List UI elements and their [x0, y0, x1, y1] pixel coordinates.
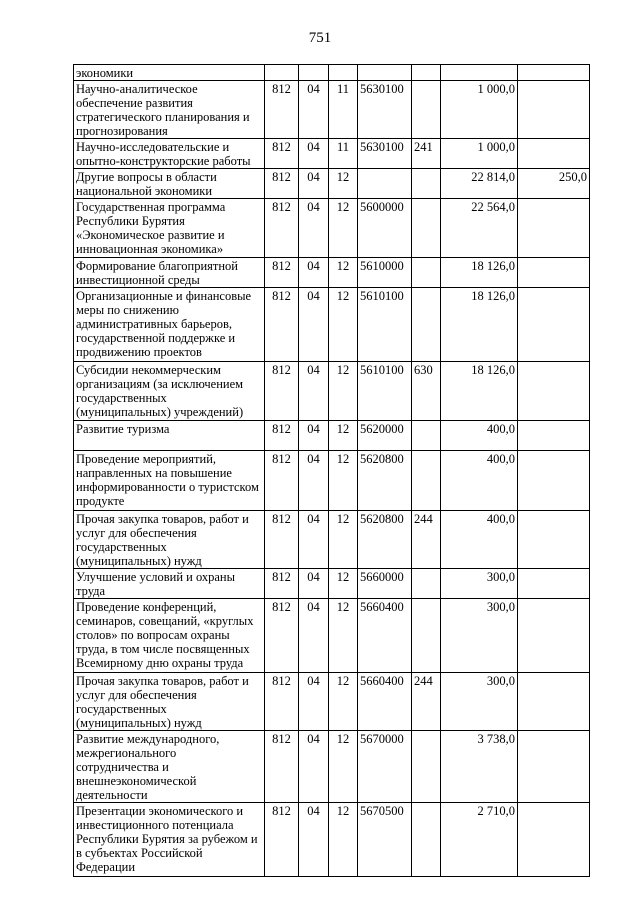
col-rz: 04 [299, 81, 329, 139]
col-sum: 3 738,0 [441, 731, 518, 803]
col-sum: 18 126,0 [441, 258, 518, 288]
col-gr: 812 [265, 511, 299, 569]
col-rz: 04 [299, 673, 329, 731]
col-csr: 5660400 [358, 599, 412, 673]
col-sum2 [518, 199, 590, 258]
col-sum: 18 126,0 [441, 288, 518, 362]
col-pr: 12 [329, 199, 358, 258]
col-rz: 04 [299, 288, 329, 362]
col-sum2 [518, 731, 590, 803]
table-row [74, 169, 590, 199]
item-name: экономики [74, 65, 265, 81]
col-rz [299, 65, 329, 81]
col-sum: 300,0 [441, 569, 518, 599]
table-row [74, 569, 590, 599]
col-sum2 [518, 451, 590, 511]
col-gr: 812 [265, 258, 299, 288]
col-csr [358, 65, 412, 81]
col-sum: 22 564,0 [441, 199, 518, 258]
col-sum2: 250,0 [518, 169, 590, 199]
col-sum: 300,0 [441, 599, 518, 673]
item-name: Научно-исследовательские и опытно-конструкторские работы [74, 139, 265, 169]
col-gr: 812 [265, 569, 299, 599]
table-row [74, 288, 590, 362]
table-row [74, 362, 590, 421]
col-vr [412, 288, 441, 362]
col-pr: 12 [329, 421, 358, 451]
col-vr: 244 [412, 673, 441, 731]
table-row [74, 803, 590, 877]
col-rz: 04 [299, 599, 329, 673]
col-csr: 5610000 [358, 258, 412, 288]
col-gr: 812 [265, 673, 299, 731]
col-rz: 04 [299, 731, 329, 803]
col-csr: 5610100 [358, 288, 412, 362]
col-pr: 12 [329, 288, 358, 362]
item-name: Формирование благоприятной инвестиционной среды [74, 258, 265, 288]
col-sum [441, 65, 518, 81]
col-rz: 04 [299, 199, 329, 258]
item-name: Прочая закупка товаров, работ и услуг для обеспечения государственных (муниципальных) нужд [74, 673, 265, 731]
col-csr: 5620800 [358, 511, 412, 569]
item-name: Другие вопросы в области национальной экономики [74, 169, 265, 199]
col-pr: 12 [329, 673, 358, 731]
col-vr [412, 169, 441, 199]
col-sum2 [518, 362, 590, 421]
col-pr: 12 [329, 803, 358, 877]
col-gr: 812 [265, 451, 299, 511]
table-row [74, 731, 590, 803]
col-rz: 04 [299, 258, 329, 288]
col-sum2 [518, 803, 590, 877]
col-sum2 [518, 139, 590, 169]
col-vr [412, 421, 441, 451]
col-csr: 5600000 [358, 199, 412, 258]
col-vr [412, 258, 441, 288]
col-pr: 11 [329, 81, 358, 139]
col-vr [412, 569, 441, 599]
col-pr: 12 [329, 599, 358, 673]
col-gr [265, 65, 299, 81]
col-csr: 5620000 [358, 421, 412, 451]
table-row [74, 451, 590, 511]
col-sum: 300,0 [441, 673, 518, 731]
col-sum: 1 000,0 [441, 81, 518, 139]
col-rz: 04 [299, 451, 329, 511]
item-name: Развитие международного, межрегионального сотрудничества и внешнеэкономической деятельности [74, 731, 265, 803]
item-name: Научно-аналитическое обеспечение развития стратегического планирования и прогнозирования [74, 81, 265, 139]
col-sum: 2 710,0 [441, 803, 518, 877]
col-vr [412, 731, 441, 803]
col-pr: 12 [329, 451, 358, 511]
item-name: Субсидии некоммерческим организациям (за исключением государственных (муниципальных) учреждений) [74, 362, 265, 421]
col-csr: 5660400 [358, 673, 412, 731]
col-rz: 04 [299, 511, 329, 569]
col-rz: 04 [299, 569, 329, 599]
col-vr: 244 [412, 511, 441, 569]
col-sum: 400,0 [441, 451, 518, 511]
col-sum2 [518, 81, 590, 139]
col-sum2 [518, 569, 590, 599]
col-vr [412, 803, 441, 877]
col-csr: 5660000 [358, 569, 412, 599]
col-gr: 812 [265, 169, 299, 199]
col-sum: 400,0 [441, 421, 518, 451]
item-name: Презентации экономического и инвестиционного потенциала Республики Бурятия за рубежом и в субъектах Российской Федерации [74, 803, 265, 877]
table-body [74, 65, 590, 877]
col-pr: 12 [329, 362, 358, 421]
item-name: Проведение конференций, семинаров, совещаний, «круглых столов» по вопросам охраны труда, в том числе посвященных Всемирному дню охраны труда [74, 599, 265, 673]
col-sum2 [518, 599, 590, 673]
table-row [74, 139, 590, 169]
col-csr: 5610100 [358, 362, 412, 421]
col-rz: 04 [299, 169, 329, 199]
table-row [74, 421, 590, 451]
col-vr [412, 81, 441, 139]
col-vr [412, 199, 441, 258]
col-gr: 812 [265, 421, 299, 451]
col-vr [412, 65, 441, 81]
col-gr: 812 [265, 362, 299, 421]
col-sum: 22 814,0 [441, 169, 518, 199]
col-pr: 12 [329, 569, 358, 599]
col-sum: 18 126,0 [441, 362, 518, 421]
col-rz: 04 [299, 139, 329, 169]
col-rz: 04 [299, 803, 329, 877]
col-sum2 [518, 511, 590, 569]
table-row [74, 258, 590, 288]
col-sum2 [518, 258, 590, 288]
col-sum2 [518, 673, 590, 731]
table-row [74, 673, 590, 731]
col-pr: 11 [329, 139, 358, 169]
col-csr: 5630100 [358, 81, 412, 139]
item-name: Проведение мероприятий, направленных на повышение информированности о туристском продукте [74, 451, 265, 511]
col-pr: 12 [329, 169, 358, 199]
table-row [74, 511, 590, 569]
item-name: Государственная программа Республики Бурятия «Экономическое развитие и инновационная экономика» [74, 199, 265, 258]
col-gr: 812 [265, 731, 299, 803]
page-number: 751 [308, 30, 332, 46]
table-row [74, 65, 590, 81]
col-gr: 812 [265, 199, 299, 258]
col-vr [412, 451, 441, 511]
col-csr: 5630100 [358, 139, 412, 169]
col-csr [358, 169, 412, 199]
item-name: Улучшение условий и охраны труда [74, 569, 265, 599]
col-csr: 5620800 [358, 451, 412, 511]
col-sum2 [518, 421, 590, 451]
col-pr: 12 [329, 731, 358, 803]
col-vr [412, 599, 441, 673]
col-gr: 812 [265, 81, 299, 139]
col-vr: 630 [412, 362, 441, 421]
col-rz: 04 [299, 421, 329, 451]
col-gr: 812 [265, 288, 299, 362]
table-row [74, 81, 590, 139]
budget-table [73, 64, 590, 877]
col-gr: 812 [265, 599, 299, 673]
col-sum: 1 000,0 [441, 139, 518, 169]
table-row [74, 199, 590, 258]
col-rz: 04 [299, 362, 329, 421]
item-name: Организационные и финансовые меры по снижению административных барьеров, государственной поддержке и продвижению проектов [74, 288, 265, 362]
col-gr: 812 [265, 803, 299, 877]
col-csr: 5670500 [358, 803, 412, 877]
table-row [74, 599, 590, 673]
col-pr [329, 65, 358, 81]
col-sum2 [518, 288, 590, 362]
col-csr: 5670000 [358, 731, 412, 803]
col-pr: 12 [329, 258, 358, 288]
col-vr: 241 [412, 139, 441, 169]
col-pr: 12 [329, 511, 358, 569]
col-gr: 812 [265, 139, 299, 169]
col-sum2 [518, 65, 590, 81]
item-name: Развитие туризма [74, 421, 265, 451]
col-sum: 400,0 [441, 511, 518, 569]
item-name: Прочая закупка товаров, работ и услуг для обеспечения государственных (муниципальных) нужд [74, 511, 265, 569]
